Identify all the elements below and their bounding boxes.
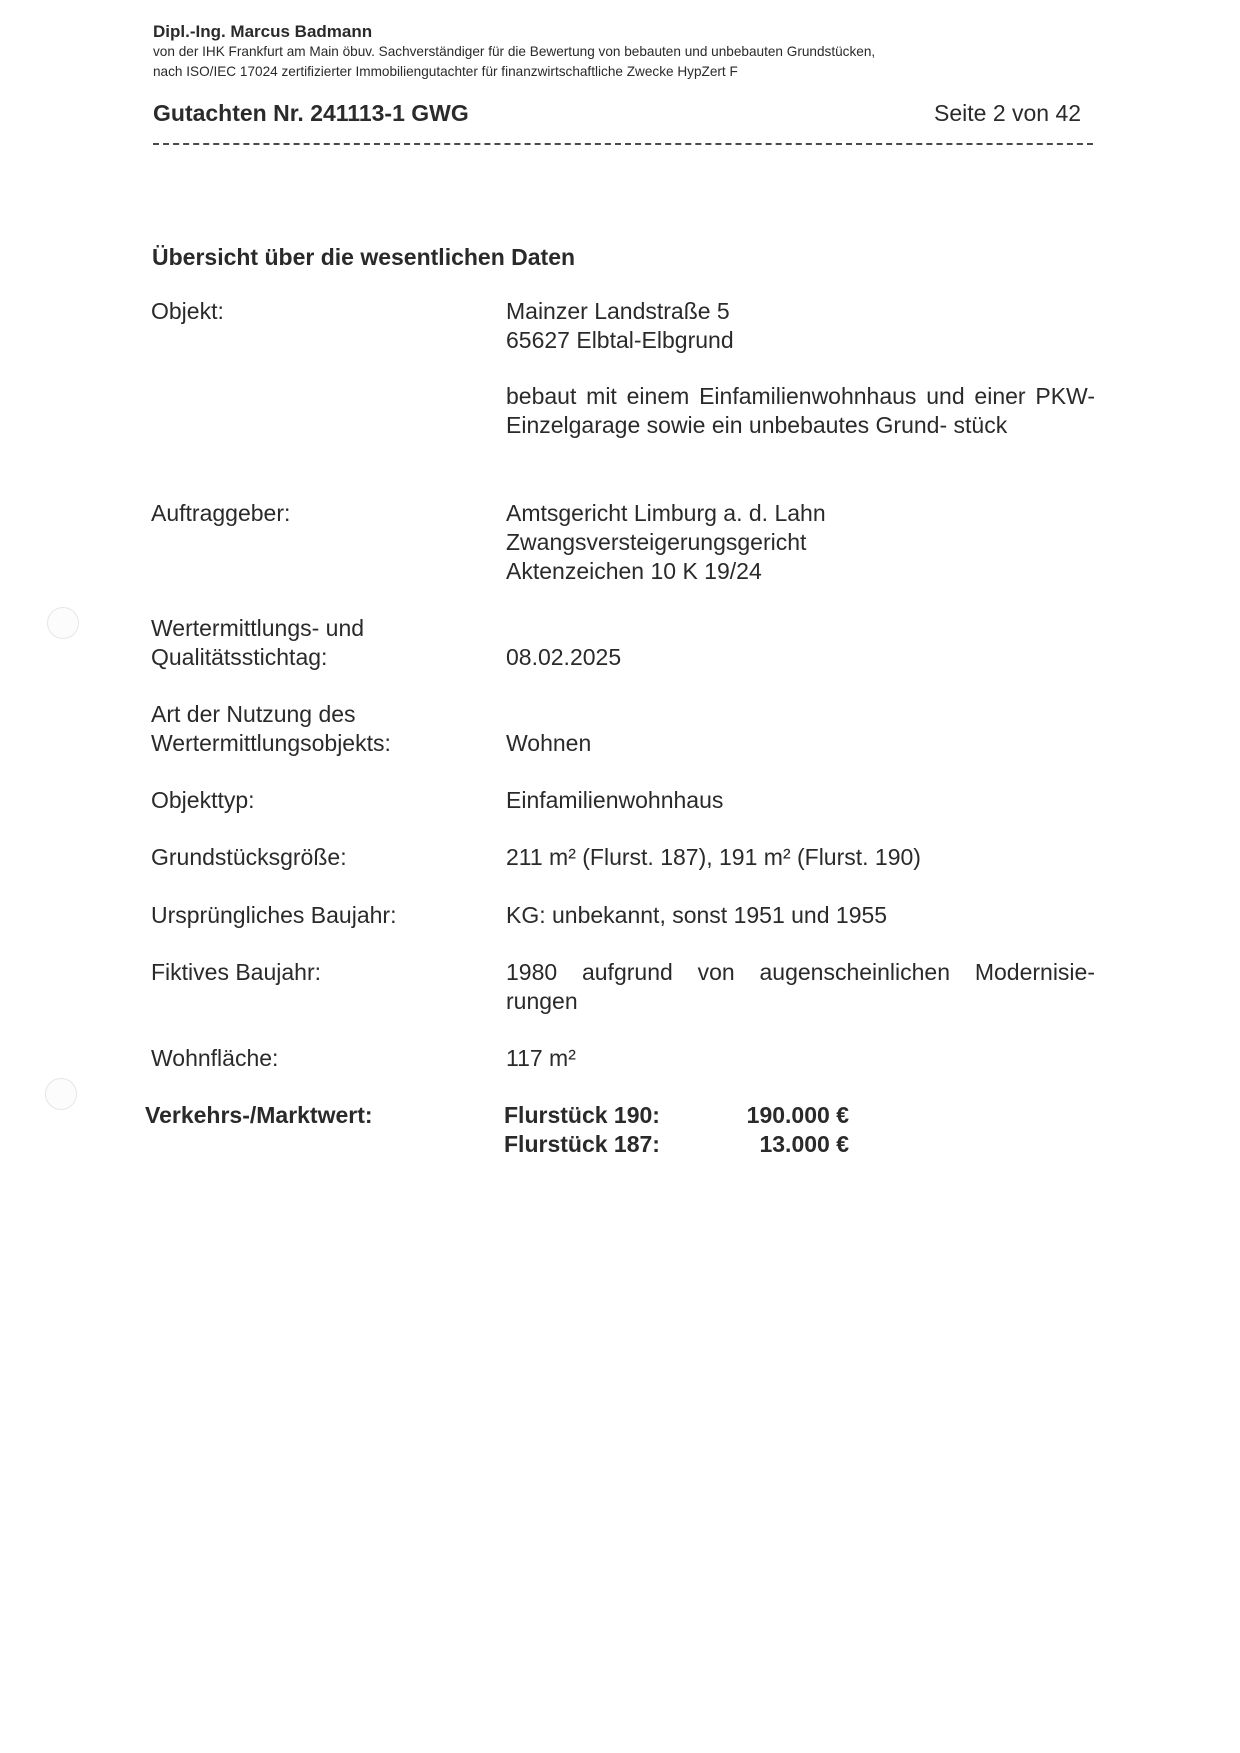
author-name: Dipl.-Ing. Marcus Badmann xyxy=(153,22,373,41)
stichtag-label-line-1: Wertermittlungs- und xyxy=(151,615,365,641)
objekttyp-value: Einfamilienwohnhaus xyxy=(506,787,724,813)
auftraggeber-label: Auftraggeber: xyxy=(151,500,291,526)
section-title: Übersicht über die wesentlichen Daten xyxy=(152,244,576,270)
nutzung-label-line-1: Art der Nutzung des xyxy=(151,701,356,727)
wohnflaeche-label: Wohnfläche: xyxy=(151,1045,279,1071)
grundstuecksgroesse-value: 211 m² (Flurst. 187), 191 m² (Flurst. 190) xyxy=(506,844,921,870)
wohnflaeche-value: 117 m² xyxy=(506,1045,576,1071)
author-qualification-line-2: nach ISO/IEC 17024 zertifizierter Immobiliengutachter für finanzwirtschaftliche Zwecke HypZert F xyxy=(153,64,738,79)
report-number: Gutachten Nr. 241113-1 GWG xyxy=(153,100,469,126)
auftraggeber-line-3: Aktenzeichen 10 K 19/24 xyxy=(506,558,762,584)
marktwert-row-key: Flurstück 190: xyxy=(504,1102,660,1128)
stichtag-value: 08.02.2025 xyxy=(506,644,622,670)
objekt-description: bebaut mit einem Einfamilienwohnhaus und einer PKW-Einzelgarage sowie ein unbebautes Grund- stück xyxy=(506,383,1095,438)
marktwert-label: Verkehrs-/Marktwert: xyxy=(145,1102,373,1128)
objekt-label: Objekt: xyxy=(151,298,224,324)
author-qualification-line-1: von der IHK Frankfurt am Main öbuv. Sachverständiger für die Bewertung von bebauten und unbebauten Grundstücken, xyxy=(153,44,876,59)
fiktives-baujahr-label: Fiktives Baujahr: xyxy=(151,959,322,985)
baujahr-label: Ursprüngliches Baujahr: xyxy=(151,902,397,928)
header-divider xyxy=(153,143,1093,145)
auftraggeber-line-2: Zwangsversteigerungsgericht xyxy=(506,529,807,555)
punch-hole-mark xyxy=(45,1078,77,1110)
marktwert-row-value: 190.000 € xyxy=(746,1102,849,1128)
punch-hole-mark xyxy=(47,607,79,639)
baujahr-value: KG: unbekannt, sonst 1951 und 1955 xyxy=(506,902,888,928)
auftraggeber-line-1: Amtsgericht Limburg a. d. Lahn xyxy=(506,500,826,526)
nutzung-value: Wohnen xyxy=(506,730,592,756)
grundstuecksgroesse-label: Grundstücksgröße: xyxy=(151,844,347,870)
fiktives-baujahr-value: 1980 aufgrund von augenscheinlichen Modernisie- rungen xyxy=(506,959,1095,1014)
objekt-address-line-1: Mainzer Landstraße 5 xyxy=(506,298,730,324)
nutzung-label-line-2: Wertermittlungsobjekts: xyxy=(151,730,391,756)
objekttyp-label: Objekttyp: xyxy=(151,787,255,813)
stichtag-label-line-2: Qualitätsstichtag: xyxy=(151,644,328,670)
objekt-address-line-2: 65627 Elbtal-Elbgrund xyxy=(506,327,734,353)
marktwert-row-key: Flurstück 187: xyxy=(504,1131,660,1157)
marktwert-row-value: 13.000 € xyxy=(759,1131,849,1157)
page-number: Seite 2 von 42 xyxy=(934,100,1082,126)
